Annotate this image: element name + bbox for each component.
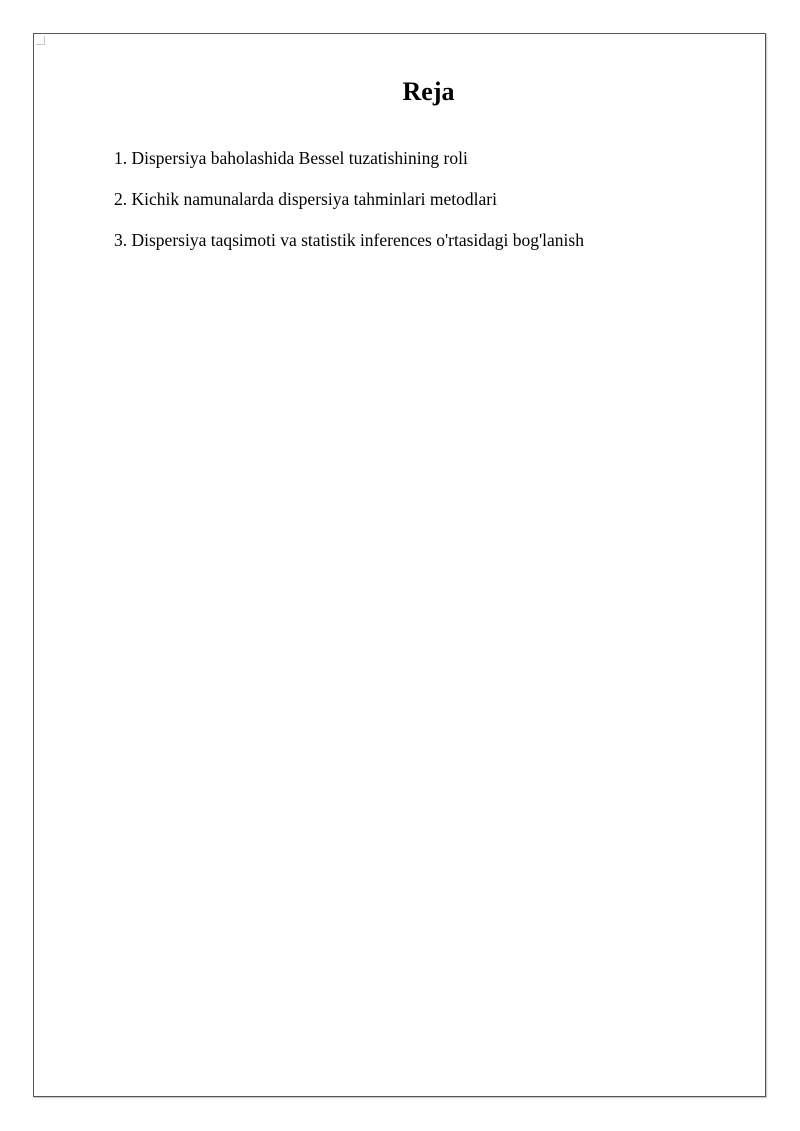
plan-item-2: 2. Kichik namunalarda dispersiya tahminlari metodlari — [114, 189, 497, 209]
plan-item-3: 3. Dispersiya taqsimoti va statistik inferences o'rtasidagi bog'lanish — [114, 230, 584, 250]
plan-item-1: 1. Dispersiya baholashida Bessel tuzatishining roli — [114, 148, 468, 168]
plan-list — [114, 146, 584, 269]
page-title: Reja — [402, 77, 455, 106]
corner-crop-mark — [36, 36, 45, 45]
